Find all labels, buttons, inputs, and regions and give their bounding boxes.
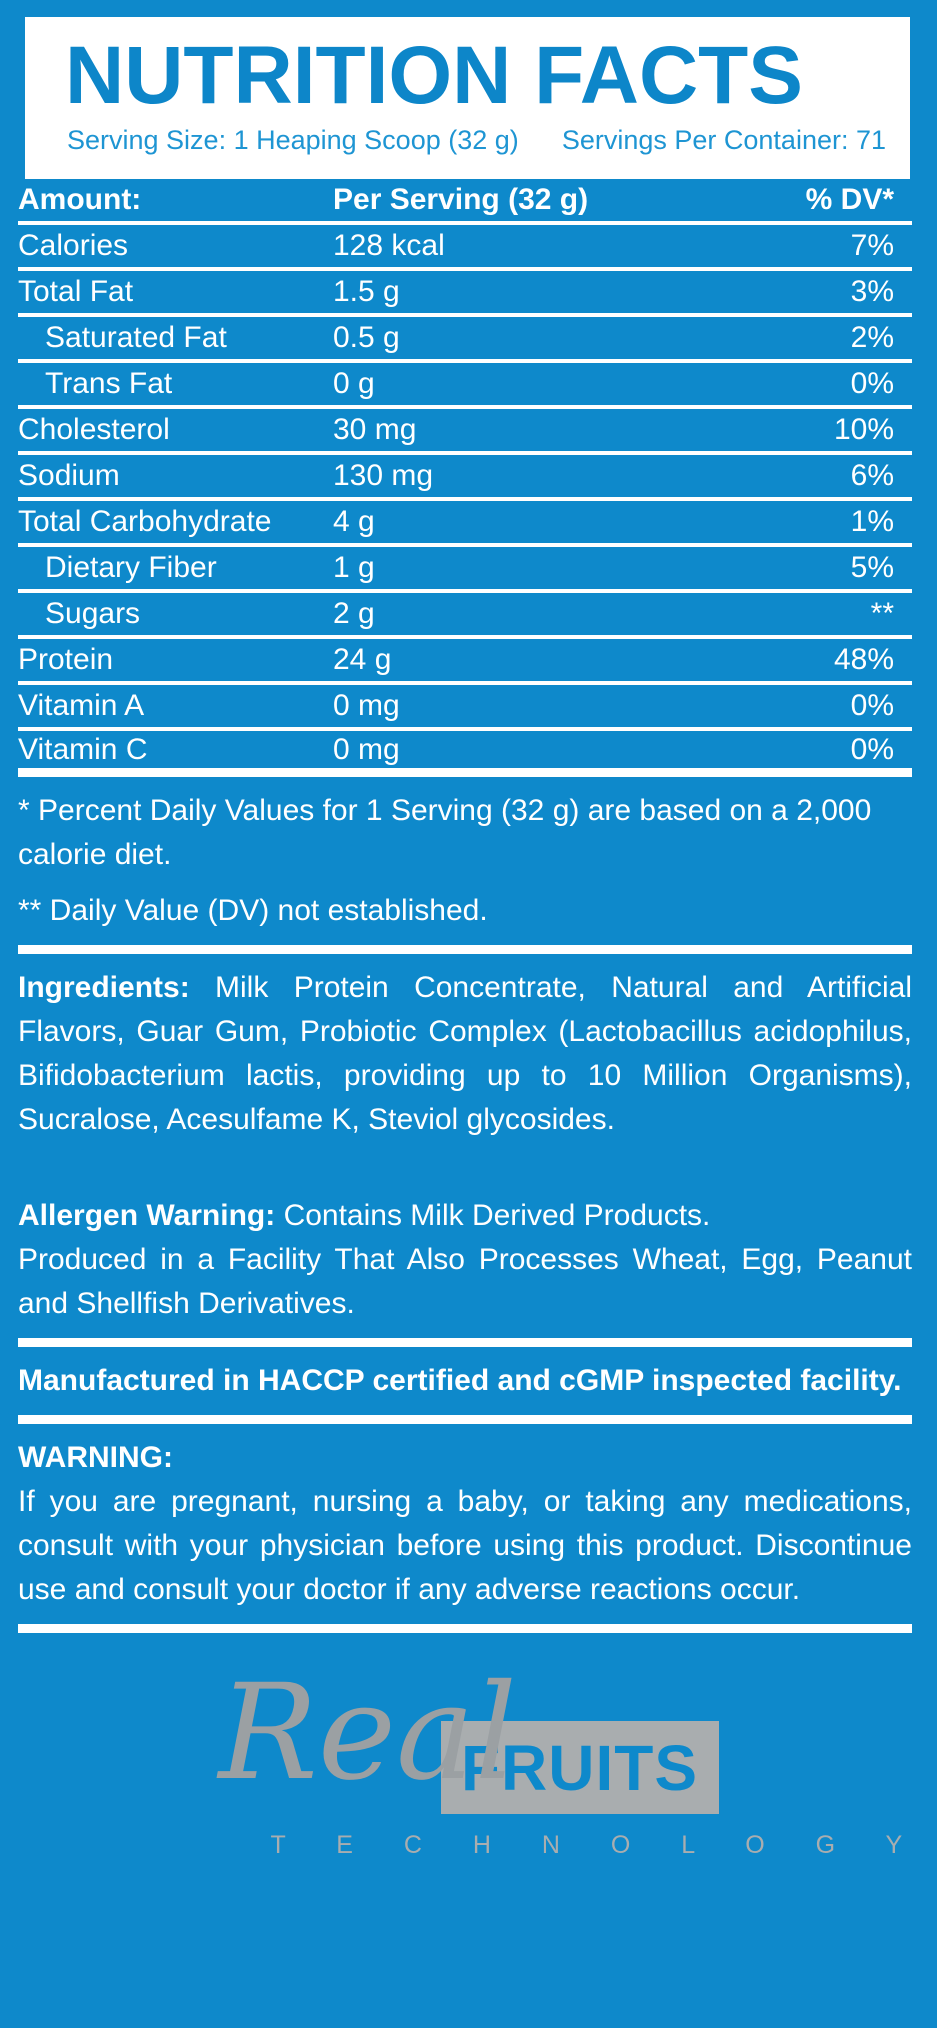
row-value: 1.5 g bbox=[333, 275, 400, 308]
row-dv: 3% bbox=[850, 275, 894, 308]
row-value: 128 kcal bbox=[333, 229, 445, 262]
warning-heading: WARNING: bbox=[18, 1441, 173, 1474]
row-value: 0 mg bbox=[333, 689, 400, 722]
row-dv: 48% bbox=[833, 643, 894, 676]
footnote-dv-basis: * Percent Daily Values for 1 Serving (32 g) are based on a 2,000 calorie diet. bbox=[18, 794, 872, 871]
section-divider bbox=[18, 1338, 912, 1347]
row-label: Total Fat bbox=[18, 275, 134, 308]
row-label: Dietary Fiber bbox=[45, 551, 217, 584]
row-label: Sugars bbox=[45, 597, 141, 630]
row-value: 0 g bbox=[333, 367, 375, 400]
header-box bbox=[25, 17, 910, 179]
row-label: Trans Fat bbox=[45, 367, 173, 400]
ingredients-text: Milk Protein Concentrate, Natural and Artificial Flavors, Guar Gum, Probiotic Complex (Lactobacillus acidophilus, Bifidobacterium lactis, providing up to 10 Million Organisms), Sucralose, Acesulfame K, Steviol glycosides. bbox=[18, 971, 912, 1136]
row-dv: 0% bbox=[850, 732, 894, 766]
row-value: 2 g bbox=[333, 597, 375, 630]
row-value: 0 mg bbox=[333, 732, 400, 766]
ingredients-paragraph bbox=[18, 966, 912, 1142]
table-row-calories bbox=[18, 225, 912, 271]
table-row-sugars bbox=[18, 593, 912, 639]
table-row-vitamin-a bbox=[18, 685, 912, 731]
row-label: Vitamin A bbox=[18, 689, 145, 722]
section-divider bbox=[18, 945, 912, 954]
row-value: 30 mg bbox=[333, 413, 417, 446]
row-value: 0.5 g bbox=[333, 321, 400, 354]
column-header-amount: Amount: bbox=[18, 183, 142, 216]
warning-paragraph: If you are pregnant, nursing a baby, or taking any medications, consult with your physician before using this product. Discontinue use and consult your doctor if any adverse reactions occur. bbox=[18, 1485, 912, 1606]
row-label: Total Carbohydrate bbox=[18, 505, 272, 538]
facility-processing-paragraph: Produced in a Facility That Also Processes Wheat, Egg, Peanut and Shellfish Derivatives. bbox=[18, 1243, 912, 1320]
row-label: Sodium bbox=[18, 459, 120, 492]
allergen-warning-text: Contains Milk Derived Products. bbox=[283, 1199, 711, 1232]
row-dv: 2% bbox=[850, 321, 894, 354]
table-row-total-carbohydrate bbox=[18, 501, 912, 547]
row-dv: 5% bbox=[850, 551, 894, 584]
table-header-row bbox=[18, 179, 912, 225]
section-divider bbox=[18, 1624, 912, 1633]
column-header-per-serving: Per Serving (32 g) bbox=[333, 183, 589, 216]
table-row-vitamin-c bbox=[18, 731, 912, 777]
serving-info-row bbox=[25, 117, 910, 156]
table-row-saturated-fat bbox=[18, 317, 912, 363]
row-dv: 1% bbox=[850, 505, 894, 538]
row-value: 24 g bbox=[333, 643, 392, 676]
nutrition-label bbox=[0, 17, 937, 1861]
table-row-cholesterol bbox=[18, 409, 912, 455]
section-divider bbox=[18, 1415, 912, 1424]
manufactured-paragraph: Manufactured in HACCP certified and cGMP inspected facility. bbox=[18, 1364, 902, 1397]
row-label: Cholesterol bbox=[18, 413, 170, 446]
allergen-warning-label: Allergen Warning: bbox=[18, 1199, 284, 1232]
fruits-wordmark: FRUITS bbox=[441, 1721, 719, 1814]
row-label: Vitamin C bbox=[18, 732, 148, 766]
table-row-trans-fat bbox=[18, 363, 912, 409]
row-value: 4 g bbox=[333, 505, 375, 538]
row-label: Protein bbox=[18, 643, 114, 676]
footnotes bbox=[18, 789, 912, 933]
row-label: Saturated Fat bbox=[45, 321, 227, 354]
brand-logo bbox=[218, 1656, 925, 1861]
ingredients-label: Ingredients: bbox=[18, 971, 216, 1004]
facts-table bbox=[18, 179, 912, 777]
real-script-wordmark: Real bbox=[218, 1656, 517, 1810]
servings-per-container: Servings Per Container: 71 bbox=[561, 125, 886, 155]
row-dv: 0% bbox=[850, 689, 894, 722]
row-dv: ** bbox=[870, 597, 894, 630]
row-value: 130 mg bbox=[333, 459, 434, 492]
table-row-protein bbox=[18, 639, 912, 685]
row-value: 1 g bbox=[333, 551, 375, 584]
table-row-dietary-fiber bbox=[18, 547, 912, 593]
row-dv: 10% bbox=[833, 413, 894, 446]
row-dv: 6% bbox=[850, 459, 894, 492]
page-title: NUTRITION FACTS bbox=[65, 30, 803, 121]
row-dv: 7% bbox=[850, 229, 894, 262]
table-row-sodium bbox=[18, 455, 912, 501]
row-label: Calories bbox=[18, 229, 129, 262]
footnote-dv-not-established: ** Daily Value (DV) not established. bbox=[18, 894, 488, 927]
column-header-dv: % DV* bbox=[805, 183, 894, 216]
table-row-total-fat bbox=[18, 271, 912, 317]
row-dv: 0% bbox=[850, 367, 894, 400]
serving-size: Serving Size: 1 Heaping Scoop (32 g) bbox=[67, 125, 519, 155]
technology-wordmark: T E C H N O L O G Y bbox=[270, 1831, 925, 1859]
allergen-warning-line bbox=[18, 1194, 912, 1238]
